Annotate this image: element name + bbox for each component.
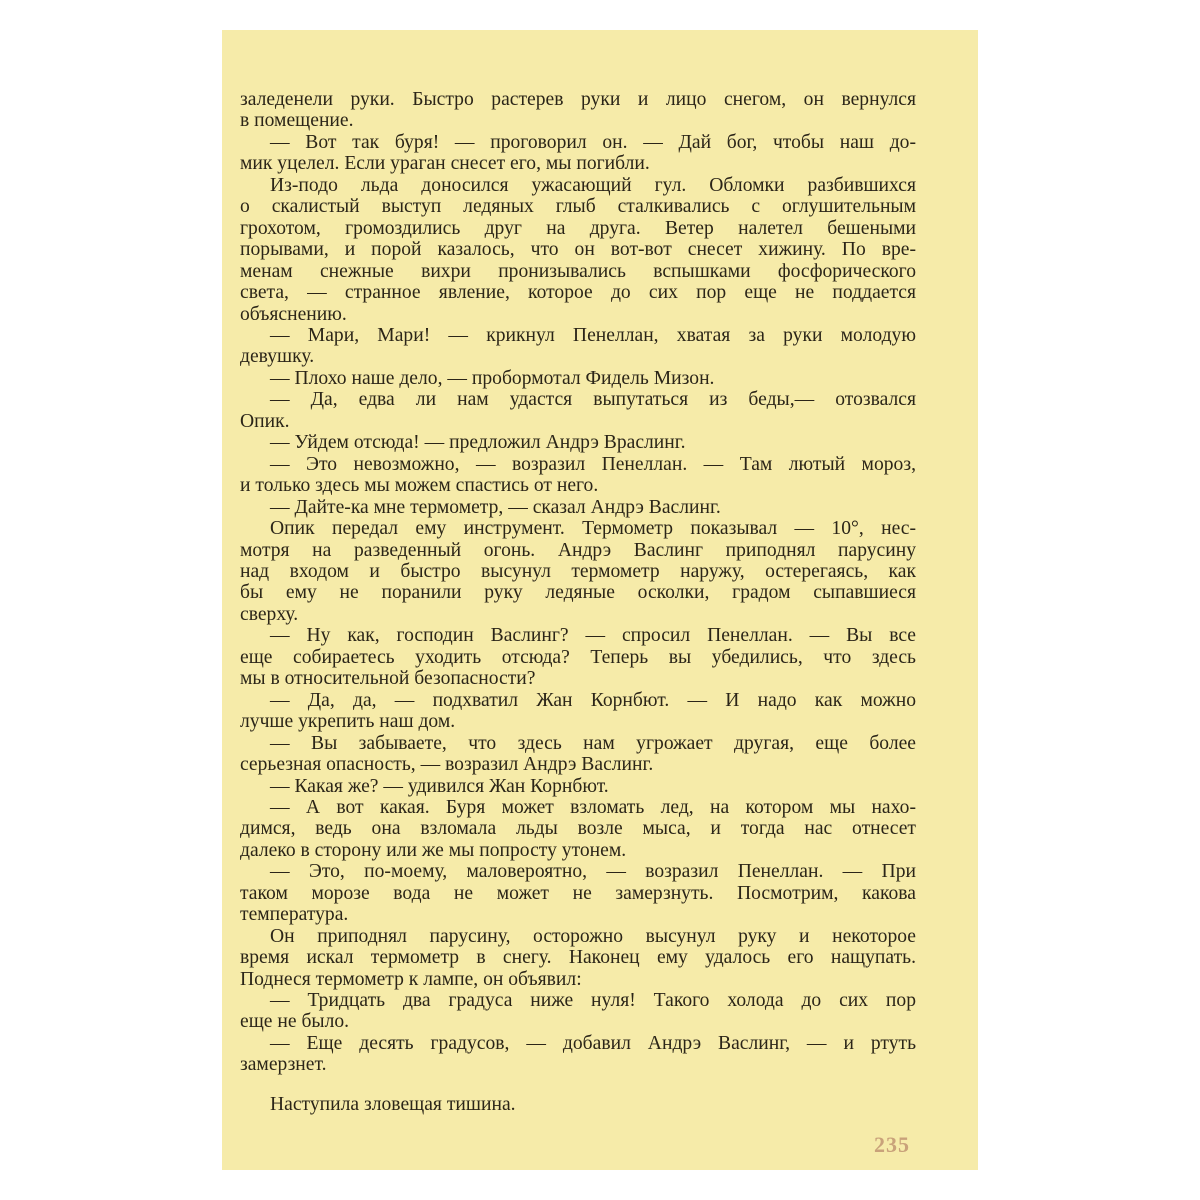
text-line: — Какая же? — удивился Жан Корнбют. bbox=[270, 775, 609, 797]
text-line: бы ему не поранили руку ледяные осколки, градом сыпавшиеся bbox=[240, 582, 916, 604]
text-line: Наступила зловещая тишина. bbox=[270, 1093, 516, 1115]
text-line: еще собираетесь уходить отсюда? Теперь вы убедились, что здесь bbox=[240, 646, 916, 668]
text-line: лучше укрепить наш дом. bbox=[240, 711, 456, 733]
text-line: — Да, да, — подхватил Жан Корнбют. — И надо как можно bbox=[270, 689, 916, 711]
text-line: и только здесь мы можем спастись от него. bbox=[240, 475, 599, 497]
text-line: девушку. bbox=[240, 346, 315, 368]
text-line: температура. bbox=[240, 904, 349, 926]
text-line: — Плохо наше дело, — пробормотал Фидель Мизон. bbox=[270, 367, 715, 389]
text-line: порывами, и порой казалось, что он вот-вот снесет хижину. По вре- bbox=[240, 239, 916, 261]
text-line: — Уйдем отсюда! — предложил Андрэ Враслинг. bbox=[270, 432, 686, 454]
text-line: время искал термометр в снегу. Наконец ему удалось его нащупать. bbox=[240, 947, 916, 969]
text-line: — Тридцать два градуса ниже нуля! Такого холода до сих пор bbox=[270, 990, 916, 1012]
text-line: — Да, едва ли нам удастся выпутаться из беды,— отозвался bbox=[270, 389, 916, 411]
text-line: — Мари, Мари! — крикнул Пенеллан, хватая за руки молодую bbox=[270, 324, 916, 346]
text-line: грохотом, громоздились друг на друга. Ветер налетел бешеными bbox=[240, 217, 916, 239]
text-line: еще не было. bbox=[240, 1011, 350, 1033]
text-line: света, — странное явление, которое до сих пор еще не поддается bbox=[240, 282, 916, 304]
text-line: — Это, по-моему, маловероятно, — возразил Пенеллан. — При bbox=[270, 861, 916, 883]
text-line: Опик передал ему инструмент. Термометр показывал — 10°, нес- bbox=[270, 518, 916, 540]
text-line: — Вы забываете, что здесь нам угрожает другая, еще более bbox=[270, 732, 916, 754]
text-line: замерзнет. bbox=[240, 1054, 327, 1076]
text-line: заледенели руки. Быстро растерев руки и лицо снегом, он вернулся bbox=[240, 89, 916, 110]
text-line: над входом и быстро высунул термометр наружу, остерегаясь, как bbox=[240, 560, 916, 582]
text-line: в помещение. bbox=[240, 110, 354, 132]
text-line: — Еще десять градусов, — добавил Андрэ Васлинг, — и ртуть bbox=[270, 1032, 916, 1054]
text-line: менам снежные вихри пронизывались вспышками фосфорического bbox=[240, 260, 916, 282]
text-line: — Это невозможно, — возразил Пенеллан. — Там лютый мороз, bbox=[270, 453, 916, 475]
text-line: — Ну как, господин Васлинг? — спросил Пенеллан. — Вы все bbox=[270, 625, 916, 647]
text-line: таком морозе вода не может не замерзнуть. Посмотрим, какова bbox=[240, 882, 916, 904]
text-line: мы в относительной безопасности? bbox=[240, 668, 536, 690]
book-page bbox=[222, 30, 978, 1170]
text-line: Поднеся термометр к лампе, он объявил: bbox=[240, 968, 582, 990]
text-line: мотря на разведенный огонь. Андрэ Васлинг приподнял парусину bbox=[240, 539, 916, 561]
text-line: о скалистый выступ ледяных глыб сталкивались с оглушительным bbox=[240, 196, 916, 218]
page-number: 235 bbox=[874, 1132, 910, 1157]
text-line: Опик. bbox=[240, 410, 290, 432]
text-line: мик уцелел. Если ураган снесет его, мы погибли. bbox=[240, 153, 650, 175]
text-line: — А вот какая. Буря может взломать лед, на котором мы нахо- bbox=[270, 796, 916, 818]
text-line: — Дайте-ка мне термометр, — сказал Андрэ Васлинг. bbox=[270, 496, 721, 518]
text-line: объяснению. bbox=[240, 303, 347, 325]
text-line: димся, ведь она взломала льды возле мыса, и тогда нас отнесет bbox=[240, 818, 916, 840]
text-line: серьезная опасность, — возразил Андрэ Васлинг. bbox=[240, 754, 654, 776]
text-line: сверху. bbox=[240, 603, 299, 625]
paragraph-gap bbox=[240, 1076, 916, 1094]
text-line: — Вот так буря! — проговорил он. — Дай бог, чтобы наш до- bbox=[270, 131, 916, 153]
text-line: далеко в сторону или же мы попросту утонем. bbox=[240, 839, 627, 861]
text-line: Он приподнял парусину, осторожно высунул руку и некоторое bbox=[270, 925, 916, 947]
page-body-text bbox=[240, 89, 916, 1115]
text-line: Из-подо льда доносился ужасающий гул. Обломки разбившихся bbox=[270, 174, 916, 196]
